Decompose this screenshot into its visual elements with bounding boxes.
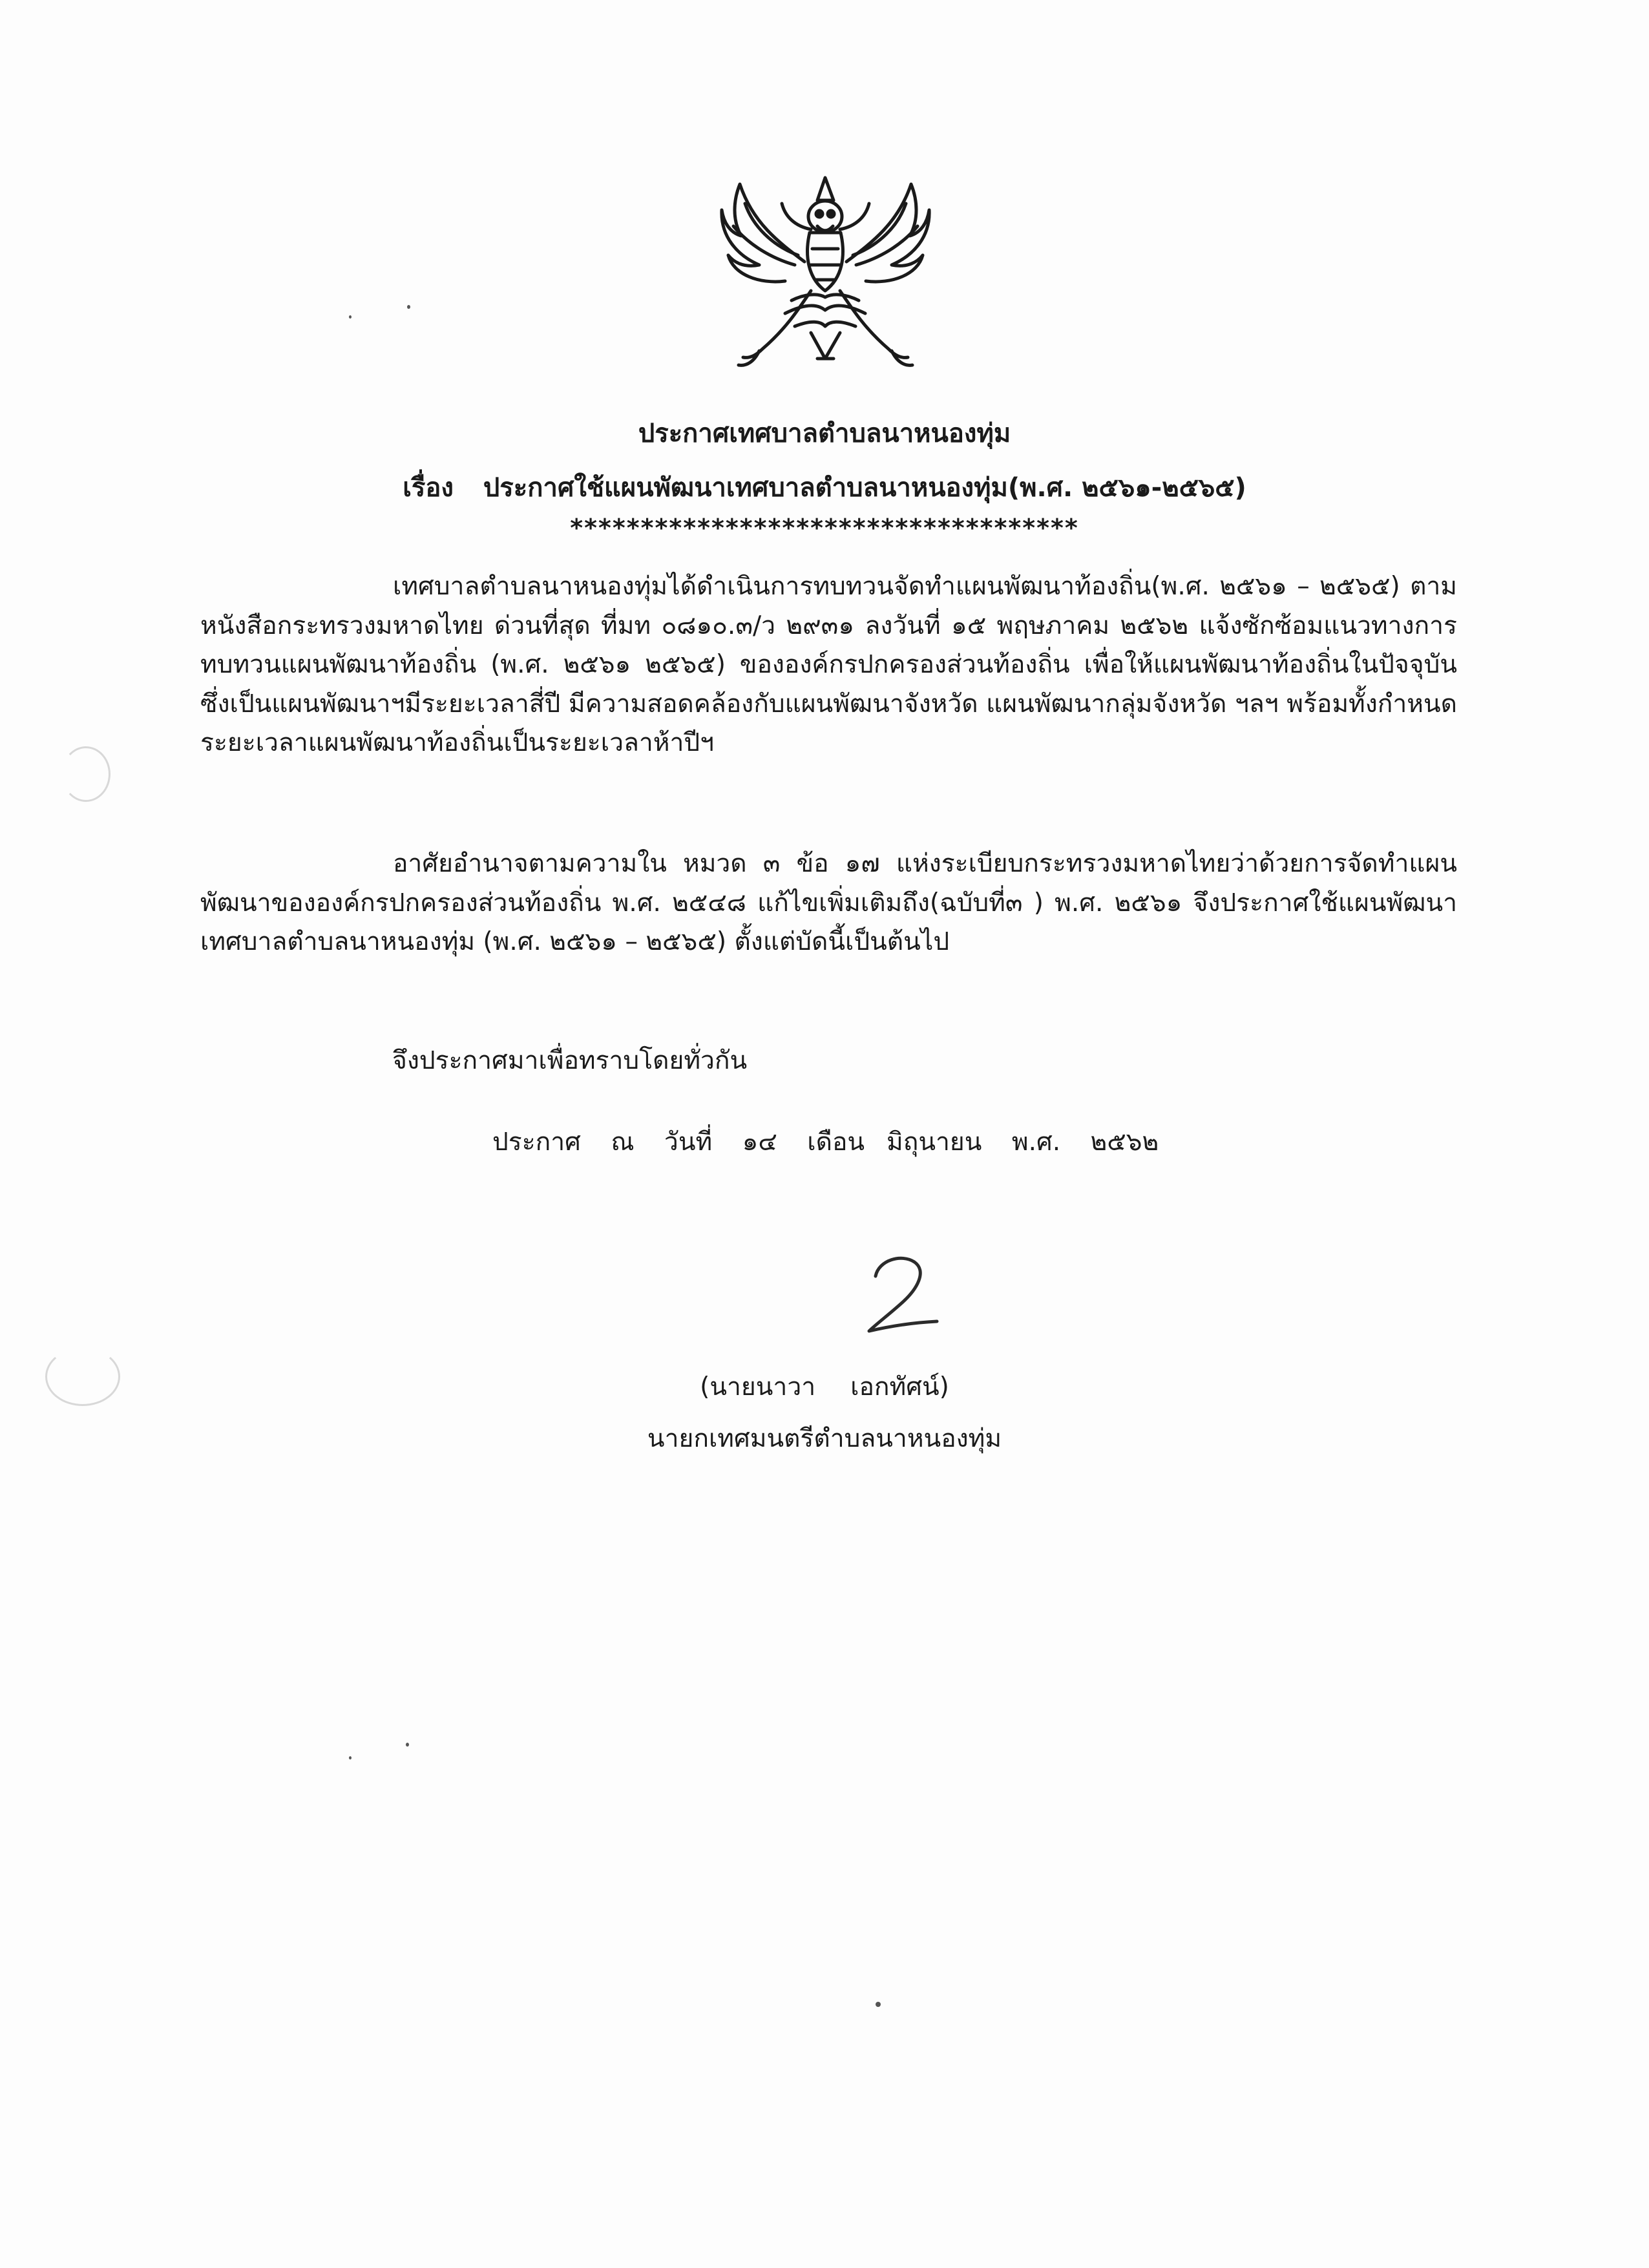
scan-speck [876, 2002, 881, 2007]
punch-hole-mark [45, 1347, 120, 1406]
signer-name [0, 1367, 1649, 1407]
scan-speck [349, 315, 352, 319]
date-at-label: ณ [611, 1128, 635, 1157]
signer-position: นายกเทศมนตรีตำบลนาหนองทุ่ม [647, 1424, 1002, 1453]
asterisk-divider: ************************************ [570, 514, 1079, 542]
scan-speck [406, 1743, 409, 1747]
date-year-label: พ.ศ. [1011, 1128, 1061, 1157]
subject-text: ประกาศใช้แผนพัฒนาเทศบาลตำบลนาหนองทุ่ม(พ.ศ. ๒๕๖๑-๒๕๖๕) [483, 473, 1246, 503]
announcement-date [492, 1122, 1181, 1162]
body-paragraph-1: เทศบาลตำบลนาหนองทุ่มได้ดำเนินการทบทวนจัดทำแผนพัฒนาท้องถิ่น(พ.ศ. ๒๕๖๑ – ๒๕๖๕) ตามหนังสือกระทรวงมหาดไทย ด่วนที่สุด ที่มท ๐๘๑๐.๓/ว ๒๙๓๑ ลงวันที่ ๑๕ พฤษภาคม ๒๕๖๒ แจ้งซักซ้อมแนวทางการทบทวนแผนพัฒนาท้องถิ่น (พ.ศ. ๒๕๖๑ ๒๕๖๕) ขององค์กรปกครองส่วนท้องถิ่น เพื่อให้แผนพัฒนาท้องถิ่นในปัจจุบัน ซึ่งเป็นแผนพัฒนาฯมีระยะเวลาสี่ปี มีความสอดคล้องกับแผนพัฒนาจังหวัด แผนพัฒนากลุ่มจังหวัด ฯลฯ พร้อมทั้งกำหนดระยะเวลาแผนพัฒนาท้องถิ่นเป็นระยะเวลาห้าปีฯ [200, 572, 1457, 757]
date-announce-label: ประกาศ [492, 1128, 581, 1157]
scan-speck [407, 305, 410, 309]
date-month-label: เดือน [807, 1128, 865, 1157]
signer-first-name: (นายนาวา [700, 1372, 816, 1402]
scan-speck [349, 1756, 352, 1759]
garuda-emblem-icon [714, 165, 937, 378]
punch-hole-mark [61, 746, 110, 802]
date-year: ๒๕๖๒ [1090, 1128, 1159, 1157]
date-month: มิถุนายน [887, 1128, 982, 1157]
subject-label: เรื่อง [403, 473, 454, 503]
closing-statement: จึงประกาศมาเพื่อทราบโดยทั่วกัน [392, 1046, 748, 1075]
date-day-label: วันที่ [664, 1128, 713, 1157]
date-day: ๑๔ [742, 1128, 777, 1157]
signer-surname: เอกทัศน์) [850, 1372, 949, 1402]
document-title: ประกาศเทศบาลตำบลนาหนองทุ่ม [638, 419, 1011, 448]
handwritten-signature [856, 1250, 947, 1338]
body-paragraph-2: อาศัยอำนาจตามความใน หมวด ๓ ข้อ ๑๗ แห่งระเบียบกระทรวงมหาดไทยว่าด้วยการจัดทำแผนพัฒนาขององค์กรปกครองส่วนท้องถิ่น พ.ศ. ๒๕๔๘ แก้ไขเพิ่มเติมถึง(ฉบับที่๓ ) พ.ศ. ๒๕๖๑ จึงประกาศใช้แผนพัฒนาเทศบาลตำบลนาหนองทุ่ม (พ.ศ. ๒๕๖๑ – ๒๕๖๕) ตั้งแต่บัดนี้เป็นต้นไป [200, 849, 1457, 956]
document-subject [0, 467, 1649, 508]
